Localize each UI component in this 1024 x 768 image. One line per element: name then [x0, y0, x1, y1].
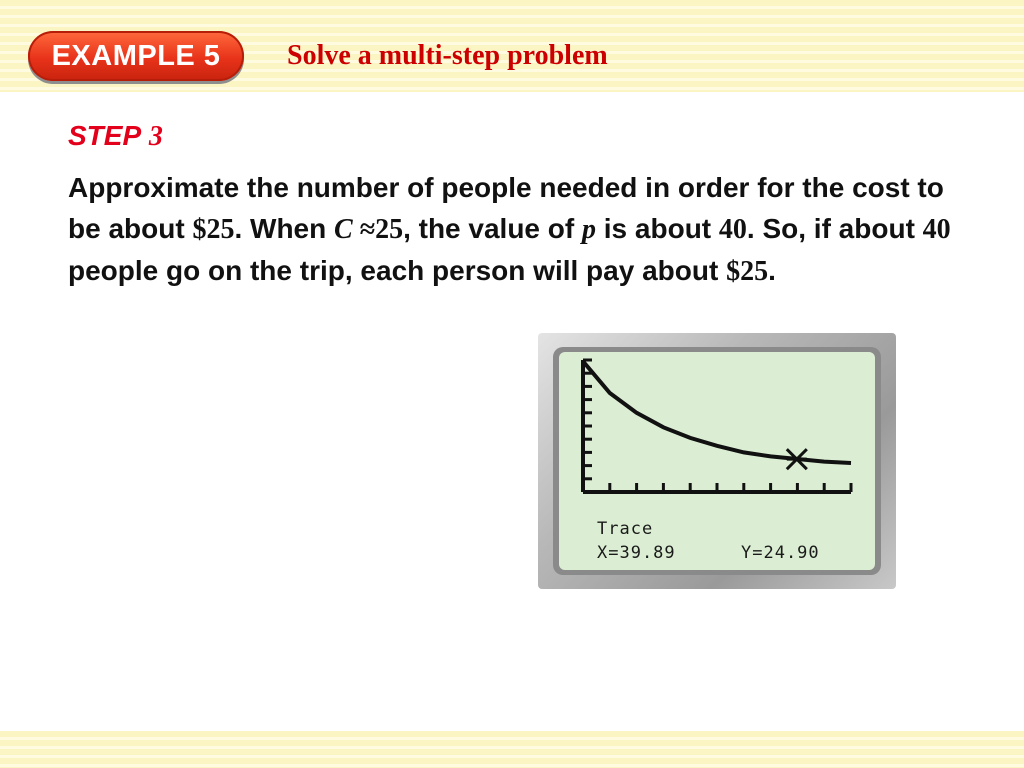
variable-p: p	[582, 214, 596, 245]
example-badge: EXAMPLE 5	[28, 31, 244, 81]
text-segment: , the value of	[403, 213, 582, 244]
footer-band	[0, 731, 1024, 768]
step-label: STEP	[68, 120, 142, 151]
step-number: 3	[148, 121, 163, 152]
text-segment: .	[768, 255, 776, 286]
cost-value: $25	[726, 256, 769, 287]
y-readout: Y=24.90	[741, 543, 820, 563]
cost-number: 25	[375, 214, 404, 245]
text-segment: . When	[234, 213, 334, 244]
people-value: 40	[922, 214, 951, 245]
trace-mode-label: Trace	[597, 519, 654, 539]
x-readout: X=39.89	[597, 543, 676, 563]
calculator-screen	[559, 352, 875, 570]
approx-symbol: ≈	[352, 214, 376, 245]
text-segment: people go on the trip, each person will pay about	[68, 255, 727, 286]
text-segment: . So, if about	[746, 213, 923, 244]
step-paragraph	[68, 167, 978, 292]
slide-title: Solve a multi-step problem	[287, 40, 608, 71]
calculator-image	[538, 333, 896, 589]
trace-cursor	[787, 449, 807, 469]
variable-c: C	[334, 214, 353, 245]
cost-value: $25	[192, 214, 235, 245]
step-heading	[68, 120, 163, 153]
text-segment: Approximate the number of people needed in order for the cost to be about	[68, 172, 944, 244]
people-value: 40	[718, 214, 747, 245]
calculator-bezel	[553, 347, 881, 575]
series-line	[583, 361, 851, 463]
text-segment: is about	[596, 213, 719, 244]
